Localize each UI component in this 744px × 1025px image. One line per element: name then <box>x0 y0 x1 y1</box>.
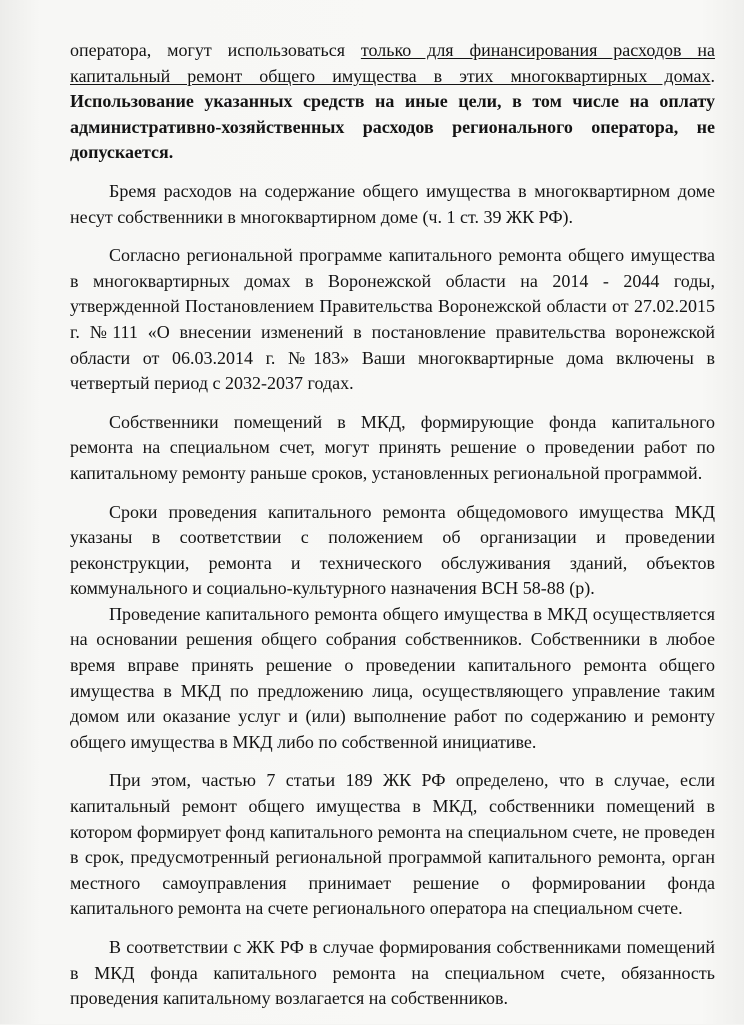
paragraph-7: При этом, частью 7 статьи 189 ЖК РФ определено, что в случае, если капитальный ремонт общего имущества в МКД, собственники помещений в котором формирует фонд капитального ремонта на специальном счете, не проведен в срок, предусмотренный региональной программой капитального ремонта, орган местного самоуправления принимает решение о формировании фонда капитального ремонта на счете регионального оператора на специальном счете. <box>70 770 715 919</box>
paragraph-1-bold: Использование указанных средств на иные цели, в том числе на оплату административно-хозяйственных расходов регионального оператора, не допускается. <box>70 91 715 163</box>
paragraph-4: Собственники помещений в МКД, формирующие фонда капитального ремонта на специальном счет, могут принять решение о проведении работ по капитальному ремонту раньше сроков, установленных региональной программой. <box>70 411 715 483</box>
paragraph-1-dot: . <box>710 65 715 86</box>
paragraph-5: Сроки проведения капитального ремонта общедомового имущества МКД указаны в соответствии с положением об организации и проведении реконструкции, ремонта и технического обслуживания зданий, объектов коммунального и социально-культурного назначения ВСН 58-88 (р). <box>70 501 715 599</box>
paragraph-1 <box>70 38 715 166</box>
document-body <box>70 38 715 1025</box>
paragraph-3: Согласно региональной программе капитального ремонта общего имущества в многоквартирных домах в Воронежской области на 2014 - 2044 годы, утвержденной Постановлением Правительства Воронежской области от 27.02.2015 г. №111 «О внесении изменений в постановление правительства воронежской области от 06.03.2014 г. №183» Ваши многоквартирные дома включены в четвертый период с 2032-2037 годах. <box>70 245 715 394</box>
paragraph-8: В соответствии с ЖК РФ в случае формирования собственниками помещений в МКД фонда капитального ремонта на специальном счете, обязанность проведения капитальному возлагается на собственников. <box>70 937 715 1009</box>
paragraph-6: Проведение капитального ремонта общего имущества в МКД осуществляется на основании решения общего собрания собственников. Собственники в любое время вправе принять решение о проведении капитального ремонта общего имущества в МКД по предложению лица, осуществляющего управление таким домом или оказание услуг и (или) выполнение работ по содержанию и ремонту общего имущества в МКД либо по собственной инициативе. <box>70 603 715 752</box>
paragraph-1-lead: оператора, могут использоваться <box>70 40 361 60</box>
paragraph-1-underlined: только для финансирования расходов на капитальный ремонт общего имущества в этих многоквартирных домах <box>70 40 715 86</box>
paragraph-2: Бремя расходов на содержание общего имущества в многоквартирном доме несут собственники в многоквартирном доме (ч. 1 ст. 39 ЖК РФ). <box>70 180 715 227</box>
